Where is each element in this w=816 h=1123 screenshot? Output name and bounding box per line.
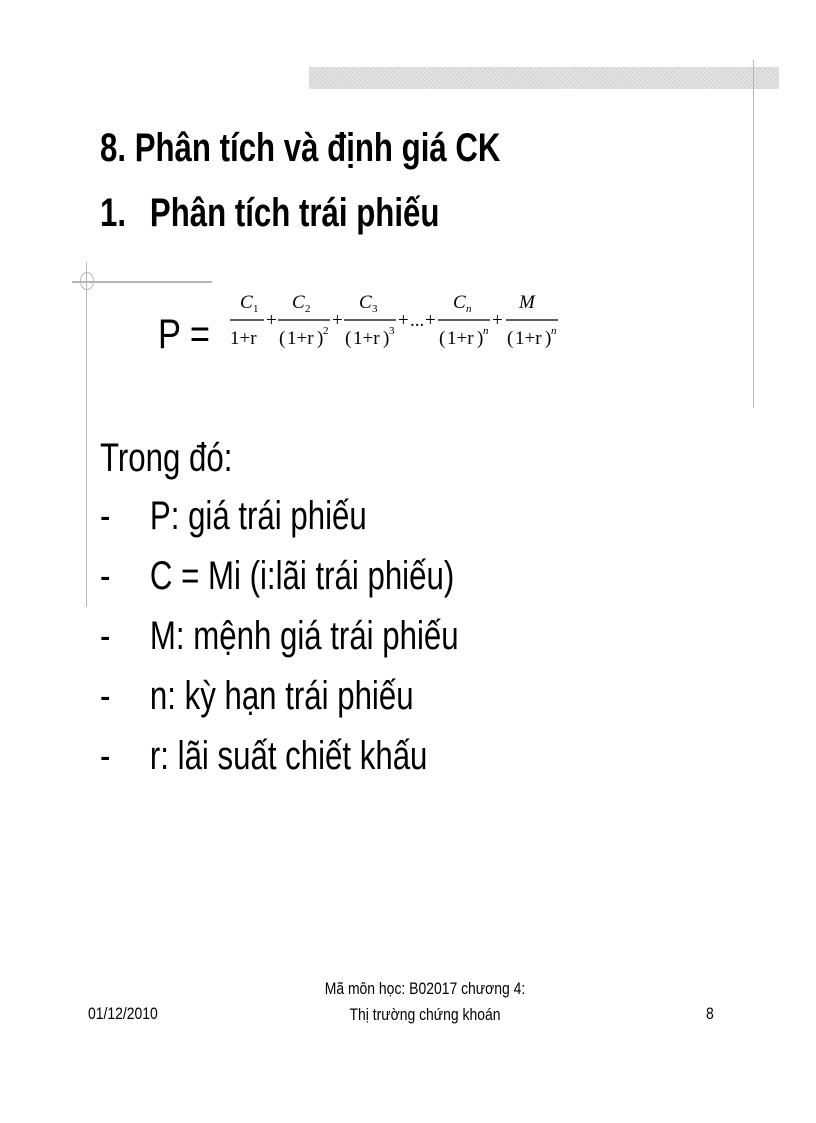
bullet-dash: - — [100, 554, 111, 598]
numerator-c2: C — [292, 292, 305, 313]
paren-close-4: ) — [477, 328, 484, 349]
paren-open-4: ( — [439, 328, 446, 349]
decorative-band — [309, 67, 779, 89]
exponent-2: 2 — [323, 325, 329, 337]
slide-title: 8. Phân tích và định giá CK — [100, 126, 501, 170]
denominator-1: 1+r — [230, 328, 257, 349]
definition-text: M: mệnh giá trái phiếu — [149, 614, 459, 658]
definition-item — [100, 614, 459, 659]
footer-course-line1: Mã môn học: B02017 chương 4: — [324, 979, 526, 998]
definition-item — [100, 554, 454, 599]
definition-text: r: lãi suất chiết khấu — [149, 734, 428, 778]
bullet-dash: - — [100, 494, 111, 538]
definition-item — [100, 674, 414, 719]
numerator-c3: C — [359, 292, 372, 313]
section-title: Phân tích trái phiếu — [149, 191, 440, 235]
numerator-c1-sub: 1 — [253, 303, 259, 315]
footer-date: 01/12/2010 — [88, 1004, 158, 1023]
definition-item — [100, 494, 367, 539]
definition-text: C = Mi (i:lãi trái phiếu) — [149, 554, 455, 598]
denominator-5: 1+r — [515, 328, 542, 349]
plus-2: + — [332, 310, 343, 331]
decorative-rule-right — [753, 60, 754, 408]
paren-open-3: ( — [345, 328, 352, 349]
decorative-circle — [80, 272, 94, 290]
ellipsis: ... — [410, 310, 425, 331]
definition-text: n: kỳ hạn trái phiếu — [149, 674, 414, 718]
numerator-c3-sub: 3 — [372, 303, 378, 315]
paren-open-2: ( — [279, 328, 286, 349]
plus-4: + — [425, 310, 436, 331]
exponent-3: 3 — [389, 325, 395, 337]
exponent-5: n — [551, 325, 557, 337]
plus-5: + — [492, 310, 503, 331]
numerator-c1: C — [240, 292, 253, 313]
denominator-2: 1+r — [287, 328, 314, 349]
plus-1: + — [266, 310, 277, 331]
numerator-cn: C — [453, 292, 466, 313]
bullet-dash: - — [100, 734, 111, 778]
bullet-dash: - — [100, 614, 111, 658]
section-number: 1. — [100, 191, 127, 235]
bond-price-formula — [226, 282, 571, 362]
footer-course-line2: Thị trường chứng khoán — [349, 1005, 501, 1024]
formula-lhs: P = — [158, 310, 211, 357]
numerator-c2-sub: 2 — [305, 303, 311, 315]
definition-text: P: giá trái phiếu — [149, 494, 367, 538]
denominator-4: 1+r — [447, 328, 474, 349]
paren-open-5: ( — [507, 328, 514, 349]
bullet-dash: - — [100, 674, 111, 718]
decorative-rule-left — [86, 262, 87, 607]
footer-course — [323, 976, 528, 1028]
page-number: 8 — [706, 1004, 714, 1023]
definitions-intro: Trong đó: — [100, 436, 233, 480]
exponent-4: n — [483, 325, 489, 337]
paren-close-5: ) — [545, 328, 552, 349]
numerator-m: M — [519, 292, 535, 313]
paren-close-2: ) — [317, 328, 324, 349]
paren-close-3: ) — [383, 328, 390, 349]
numerator-cn-sub: n — [466, 303, 472, 315]
section-heading — [100, 191, 439, 236]
plus-3: + — [398, 310, 409, 331]
definition-item — [100, 734, 427, 779]
denominator-3: 1+r — [353, 328, 380, 349]
